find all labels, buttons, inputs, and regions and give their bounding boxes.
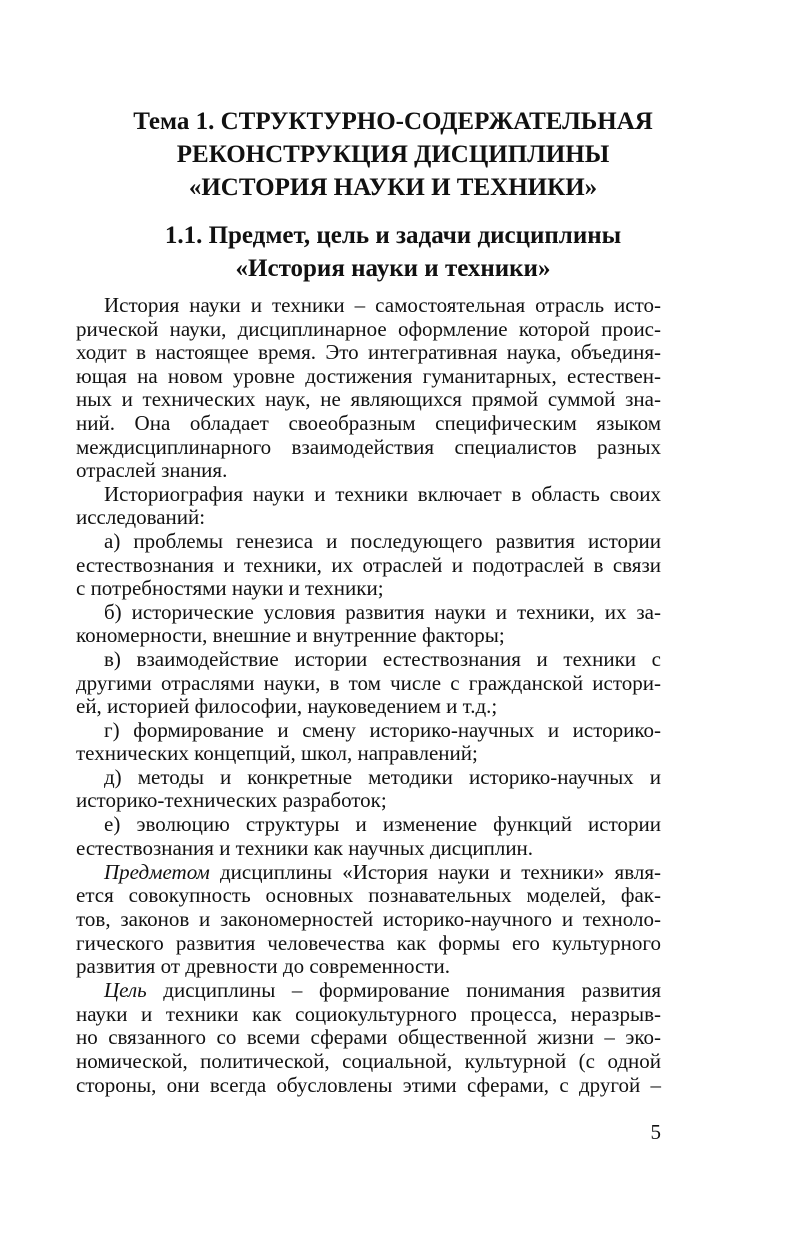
- text-line: естествознания и техники как научных дисциплин.: [76, 835, 534, 860]
- text-run: дисциплины «История науки и техники» явля-: [209, 859, 661, 884]
- text-line: в) взаимодействие истории естествознания и техники с: [104, 646, 661, 671]
- text-line: а) проблемы генезиса и последующего развития истории: [104, 528, 661, 553]
- text-line: ей, историей философии, науковедением и т.д.;: [76, 694, 498, 719]
- text-line: е) эволюцию структуры и изменение функций истории: [104, 812, 661, 837]
- chapter-title-line: «ИСТОРИЯ НАУКИ И ТЕХНИКИ»: [188, 174, 598, 201]
- text-line: науки и техники как социокультурного процесса, неразрыв-: [76, 1001, 661, 1026]
- text-line: с потребностями науки и техники;: [76, 576, 384, 601]
- text-line: историко-технических разработок;: [76, 788, 387, 813]
- text-line: ных и технических наук, не являющихся прямой суммой зна-: [76, 387, 661, 412]
- text-line: д) методы и конкретные методики историко-научных и: [104, 764, 661, 789]
- chapter-title-line: РЕКОНСТРУКЦИЯ ДИСЦИПЛИНЫ: [176, 141, 610, 168]
- section-title-line: «История науки и техники»: [235, 255, 551, 282]
- text-line: ется совокупность основных познавательных моделей, фак-: [76, 883, 661, 908]
- text-line: технических концепций, школ, направлений;: [76, 741, 478, 766]
- text-line: другими отраслями науки, в том числе с гражданской истори-: [76, 670, 661, 695]
- text-line: [76, 861, 661, 885]
- section-title: [76, 219, 710, 285]
- text-line: б) исторические условия развития науки и техники, их за-: [104, 599, 661, 624]
- text-line: номической, политической, социальной, культурной (с одной: [76, 1049, 661, 1073]
- body-text: [76, 294, 661, 1097]
- text-line: [76, 979, 661, 1003]
- text-line: развития от древности до современности.: [76, 954, 451, 979]
- text-line: естествознания и техники, их отраслей и подотраслей в связи: [76, 552, 661, 577]
- text-line: исследований:: [76, 505, 206, 530]
- text-run: дисциплины – формирование понимания развития: [146, 978, 661, 1003]
- chapter-title-line: Тема 1. СТРУКТУРНО-СОДЕРЖАТЕЛЬНАЯ: [133, 108, 653, 135]
- italic-term: Предметом: [104, 859, 210, 884]
- text-line: тов, законов и закономерностей историко-научного и техноло-: [76, 906, 661, 931]
- text-line: рической науки, дисциплинарное оформление которой проис-: [76, 316, 661, 341]
- text-line: стороны, они всегда обусловлены этими сферами, с другой –: [76, 1072, 661, 1097]
- text-line: междисциплинарного взаимодействия специалистов разных: [76, 434, 661, 459]
- text-line: гического развития человечества как формы его культурного: [76, 930, 661, 955]
- text-line: но связанного со всеми сферами общественной жизни – эко-: [76, 1025, 661, 1050]
- italic-term: Цель: [104, 978, 147, 1003]
- text-line: г) формирование и смену историко-научных и историко-: [104, 717, 661, 742]
- text-line: отраслей знания.: [76, 458, 228, 483]
- text-line: История науки и техники – самостоятельная отрасль исто-: [104, 293, 661, 317]
- chapter-title: [76, 105, 710, 204]
- text-line: Историография науки и техники включает в область своих: [104, 481, 661, 506]
- section-title-line: 1.1. Предмет, цель и задачи дисциплины: [164, 222, 622, 249]
- text-line: ний. Она обладает своеобразным специфическим языком: [76, 410, 661, 435]
- text-line: ходит в настоящее время. Это интегративная наука, объединя-: [76, 340, 661, 365]
- page-number: 5: [650, 1120, 661, 1144]
- text-line: ющая на новом уровне достижения гуманитарных, естествен-: [76, 363, 661, 388]
- text-line: кономерности, внешние и внутренние факторы;: [76, 623, 505, 648]
